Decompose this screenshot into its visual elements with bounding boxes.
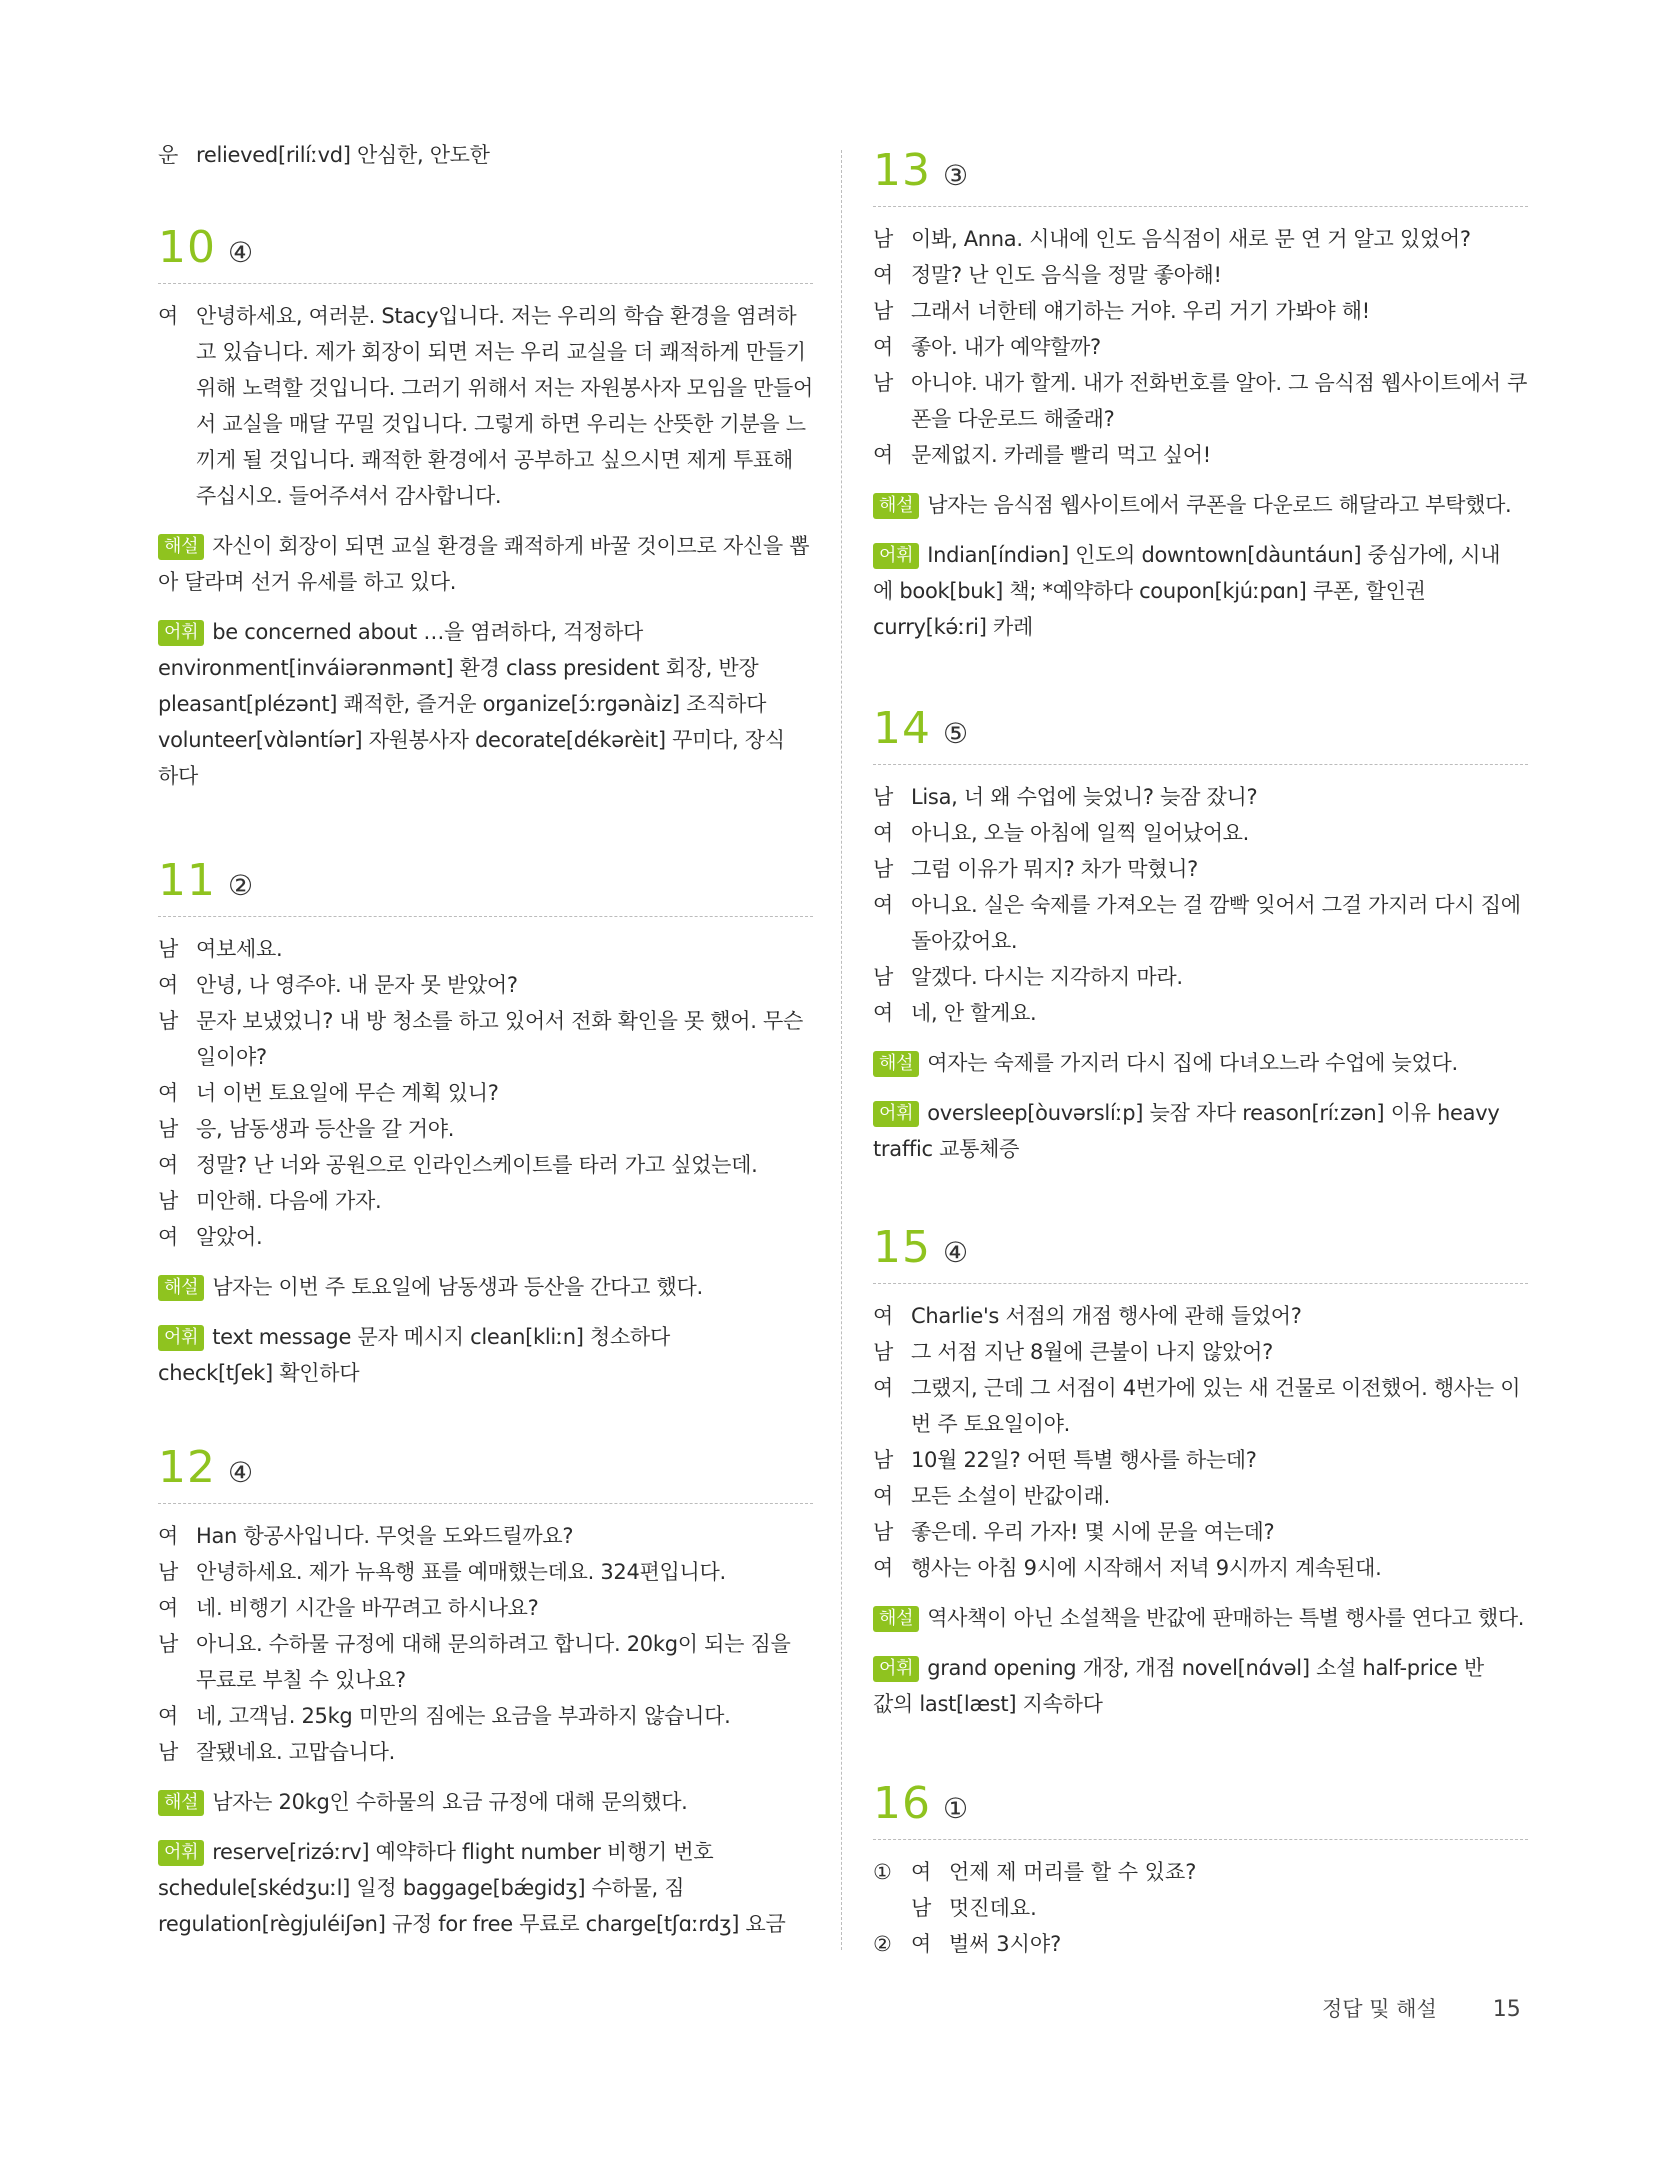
dialog-text: 일이야?	[196, 1045, 267, 1069]
speaker-label: 남	[158, 1740, 178, 1764]
explanation-badge: 해설	[158, 1790, 204, 1816]
vocabulary-text: traffic 교통체증	[873, 1137, 1020, 1161]
speaker-label: 여	[873, 1556, 893, 1580]
speaker-label: 여	[873, 335, 893, 359]
explanation-text: 남자는 음식점 웹사이트에서 쿠폰을 다운로드 해달라고 부탁했다.	[927, 493, 1512, 517]
vocabulary-text: oversleep[òuvərslíːp] 늦잠 자다 reason[ríːzən] 이유 heavy	[927, 1101, 1500, 1125]
dialog-text: 정말? 난 인도 음식을 정말 좋아해!	[911, 263, 1222, 287]
explanation-badge: 해설	[158, 534, 204, 560]
dialog-text: 이봐, Anna. 시내에 인도 음식점이 새로 문 연 거 알고 있었어?	[911, 227, 1471, 251]
speaker-label: 여	[873, 1001, 893, 1025]
explanation	[873, 1600, 1528, 1636]
dialog-text: 벌써 3시야?	[949, 1932, 1062, 1956]
speaker-label: 여	[158, 1225, 178, 1249]
dialog-text: 너 이번 토요일에 무슨 계획 있니?	[196, 1081, 499, 1105]
vocabulary-text: curry[kə́ːri] 카레	[873, 615, 1033, 639]
answer-mark: ②	[228, 869, 254, 902]
speaker-label: 남	[873, 785, 893, 809]
vocabulary	[873, 1095, 1528, 1167]
vocabulary-text: reserve[rizə́ːrv] 예약하다 flight number 비행기 번호	[212, 1840, 714, 1864]
answer-mark: ④	[228, 1456, 254, 1489]
dialog-block	[158, 1518, 813, 1770]
question-number: 13	[873, 145, 931, 196]
speaker-label: 남	[158, 1632, 178, 1656]
question-14	[873, 703, 1528, 1167]
dialog-text: 언제 제 머리를 할 수 있죠?	[949, 1860, 1197, 1884]
vocabulary-badge: 어휘	[873, 543, 919, 569]
speaker-label: 남	[873, 1520, 893, 1544]
dialog-text: 미안해. 다음에 가자.	[196, 1189, 382, 1213]
dialog-text: 응, 남동생과 등산을 갈 거야.	[196, 1117, 455, 1141]
question-13	[873, 145, 1528, 645]
speaker-label: 여	[158, 1704, 178, 1728]
speaker-label: 남	[873, 227, 893, 251]
speaker-label: 여	[873, 443, 893, 467]
choice-number: ①	[873, 1860, 892, 1884]
question-11	[158, 855, 813, 1391]
dialog-text: 잘됐네요. 고맙습니다.	[196, 1740, 395, 1764]
answer-mark: ④	[228, 236, 254, 269]
vocabulary-text: 하다	[158, 764, 198, 788]
explanation-text: 남자는 이번 주 토요일에 남동생과 등산을 간다고 했다.	[212, 1275, 703, 1299]
vocabulary	[873, 1650, 1528, 1722]
dialog-block	[158, 931, 813, 1255]
dialog-text: 그랬지, 근데 그 서점이 4번가에 있는 새 건물로 이전했어. 행사는 이	[911, 1376, 1521, 1400]
vocabulary-text: 값의 last[læst] 지속하다	[873, 1692, 1103, 1716]
question-number: 14	[873, 703, 931, 754]
vocabulary-badge: 어휘	[873, 1656, 919, 1682]
choice-line	[873, 1926, 1528, 1962]
vocabulary-text: regulation[règjuléiʃən] 규정 for free 무료로 charge[tʃɑːrdʒ] 요금	[158, 1912, 786, 1936]
dialog-text: 그럼 이유가 뭐지? 차가 막혔니?	[911, 857, 1199, 881]
dialog-text: 위해 노력할 것입니다. 그러기 위해서 저는 자원봉사자 모임을 만들어	[196, 376, 813, 400]
speaker-label: 남	[873, 299, 893, 323]
choice-line	[873, 1854, 1528, 1890]
dialog-text: 주십시오. 들어주셔서 감사합니다.	[196, 484, 502, 508]
dialog-text: 아니요. 수하물 규정에 대해 문의하려고 합니다. 20kg이 되는 짐을	[196, 1632, 791, 1656]
dialog-text: 무료로 부칠 수 있나요?	[196, 1668, 406, 1692]
vocabulary-text: Indian[índiən] 인도의 downtown[dàuntáun] 중심가에, 시내	[927, 543, 1501, 567]
dialog-text: 서 교실을 매달 꾸밀 것입니다. 그렇게 하면 우리는 산뜻한 기분을 느	[196, 412, 806, 436]
speaker-label: 남	[158, 1117, 178, 1141]
speaker-label: 여	[873, 893, 893, 917]
vocabulary-text: schedule[skédʒuːl] 일정 baggage[bǽgidʒ] 수하물, 짐	[158, 1876, 685, 1900]
vocabulary-badge: 어휘	[158, 620, 204, 646]
dialog-text: Han 항공사입니다. 무엇을 도와드릴까요?	[196, 1524, 574, 1548]
dialog-text: 알았어.	[196, 1225, 263, 1249]
question-number: 16	[873, 1778, 931, 1829]
question-number: 11	[158, 855, 216, 906]
speaker-label: 남	[873, 857, 893, 881]
dialog-text: 안녕하세요, 여러분. Stacy입니다. 저는 우리의 학습 환경을 염려하	[196, 304, 797, 328]
choice-line	[873, 1890, 1528, 1926]
dialog-text: 아니요, 오늘 아침에 일찍 일어났어요.	[911, 821, 1250, 845]
explanation	[873, 1045, 1528, 1081]
question-header	[158, 1442, 813, 1504]
answer-mark: ③	[943, 159, 969, 192]
vocabulary-text: pleasant[plézənt] 쾌적한, 즐거운 organize[ɔ́ːrgənàiz] 조직하다	[158, 692, 767, 716]
choice-number: ②	[873, 1932, 892, 1956]
speaker-label: 여	[873, 821, 893, 845]
question-15	[873, 1222, 1528, 1722]
question-12	[158, 1442, 813, 1942]
speaker-label: 여	[873, 1304, 893, 1328]
vocabulary	[158, 614, 813, 794]
speaker-label: 여	[911, 1860, 932, 1884]
dialog-text: 고 있습니다. 제가 회장이 되면 저는 우리 교실을 더 쾌적하게 만들기	[196, 340, 806, 364]
speaker-label: 여	[158, 1153, 178, 1177]
speaker-label: 여	[158, 1081, 178, 1105]
question-16	[873, 1778, 1528, 1962]
dialog-block	[873, 1298, 1528, 1586]
dialog-text: 10월 22일? 어떤 특별 행사를 하는데?	[911, 1448, 1257, 1472]
speaker-label: 남	[158, 1560, 178, 1584]
column-divider	[841, 150, 842, 1950]
vocabulary-text: text message 문자 메시지 clean[kliːn] 청소하다	[212, 1325, 670, 1349]
speaker-label: 여	[873, 1376, 893, 1400]
explanation-badge: 해설	[158, 1275, 204, 1301]
vocabulary-text: check[tʃek] 확인하다	[158, 1361, 360, 1385]
answer-mark: ①	[943, 1792, 969, 1825]
dialog-text: Lisa, 너 왜 수업에 늦었니? 늦잠 잤니?	[911, 785, 1258, 809]
dialog-text: 폰을 다운로드 해줄래?	[911, 407, 1115, 431]
question-header	[873, 1222, 1528, 1284]
dialog-text: 그 서점 지난 8월에 큰불이 나지 않았어?	[911, 1340, 1273, 1364]
speaker-label: 남	[158, 1009, 178, 1033]
vocabulary-text: environment[inváiərənmənt] 환경 class president 회장, 반장	[158, 656, 759, 680]
explanation-text: 남자는 20kg인 수하물의 요금 규정에 대해 문의했다.	[212, 1790, 688, 1814]
page-number: 15	[1492, 1997, 1521, 2022]
speaker-label: 여	[873, 1484, 893, 1508]
question-number: 15	[873, 1222, 931, 1273]
dialog-text: 행사는 아침 9시에 시작해서 저녁 9시까지 계속된대.	[911, 1556, 1382, 1580]
explanation-text: 역사책이 아닌 소설책을 반값에 판매하는 특별 행사를 연다고 했다.	[927, 1606, 1525, 1630]
speaker-label: 남	[873, 965, 893, 989]
question-header	[158, 855, 813, 917]
dialog-block	[158, 298, 813, 514]
dialog-block	[873, 221, 1528, 473]
explanation	[158, 1269, 813, 1305]
vocabulary	[158, 1319, 813, 1391]
speaker-label: 운	[158, 143, 178, 167]
speaker-label: 여	[911, 1932, 932, 1956]
vocabulary-badge: 어휘	[158, 1325, 204, 1351]
speaker-label: 남	[873, 1448, 893, 1472]
dialog-text: 멋진데요.	[949, 1896, 1037, 1920]
explanation-text: 자신이 회장이 되면 교실 환경을 쾌적하게 바꿀 것이므로 자신을 뽑	[212, 534, 810, 558]
page-footer	[1322, 1993, 1521, 2023]
speaker-label: 여	[158, 1524, 178, 1548]
speaker-label: 남	[158, 937, 178, 961]
dialog-text: 좋아. 내가 예약할까?	[911, 335, 1101, 359]
vocabulary-badge: 어휘	[873, 1101, 919, 1127]
question-header	[873, 1778, 1528, 1840]
speaker-label: 여	[158, 1596, 178, 1620]
top-line	[158, 137, 813, 173]
speaker-label: 남	[873, 1340, 893, 1364]
answer-mark: ⑤	[943, 717, 969, 750]
dialog-text: 안녕, 나 영주야. 내 문자 못 받았어?	[196, 973, 518, 997]
dialog-text: 정말? 난 너와 공원으로 인라인스케이트를 타러 가고 싶었는데.	[196, 1153, 758, 1177]
explanation	[873, 487, 1528, 523]
speaker-label: 여	[158, 304, 178, 328]
question-header	[158, 222, 813, 284]
explanation-badge: 해설	[873, 493, 919, 519]
vocabulary	[873, 537, 1528, 645]
dialog-text: 아니요. 실은 숙제를 가져오는 걸 깜빡 잊어서 그걸 가지러 다시 집에	[911, 893, 1521, 917]
dialog-text: 문자 보냈었니? 내 방 청소를 하고 있어서 전화 확인을 못 했어. 무슨	[196, 1009, 803, 1033]
dialog-text: 네. 비행기 시간을 바꾸려고 하시나요?	[196, 1596, 539, 1620]
question-10	[158, 222, 813, 794]
choice-block	[873, 1854, 1528, 1962]
dialog-text: 네, 고객님. 25kg 미만의 짐에는 요금을 부과하지 않습니다.	[196, 1704, 731, 1728]
question-header	[873, 145, 1528, 207]
question-number: 12	[158, 1442, 216, 1493]
dialog-text: 네, 안 할게요.	[911, 1001, 1037, 1025]
question-header	[873, 703, 1528, 765]
speaker-label: 남	[158, 1189, 178, 1213]
dialog-text: 좋은데. 우리 가자! 몇 시에 문을 여는데?	[911, 1520, 1275, 1544]
dialog-text: 돌아갔어요.	[911, 929, 1018, 953]
vocab-text: relieved[rilíːvd] 안심한, 안도한	[196, 143, 490, 167]
dialog-text: 안녕하세요. 제가 뉴욕행 표를 예매했는데요. 324편입니다.	[196, 1560, 726, 1584]
dialog-text: 그래서 너한테 얘기하는 거야. 우리 거기 가봐야 해!	[911, 299, 1370, 323]
explanation	[158, 528, 813, 600]
dialog-block	[873, 779, 1528, 1031]
dialog-text: 모든 소설이 반값이래.	[911, 1484, 1110, 1508]
vocabulary-text: be concerned about …을 염려하다, 걱정하다	[212, 620, 644, 644]
dialog-text: 끼게 될 것입니다. 쾌적한 환경에서 공부하고 싶으시면 제게 투표해	[196, 448, 793, 472]
vocabulary-badge: 어휘	[158, 1840, 204, 1866]
vocabulary-text: grand opening 개장, 개점 novel[nɑ́vəl] 소설 half-price 반	[927, 1656, 1484, 1680]
explanation-badge: 해설	[873, 1606, 919, 1632]
dialog-text: 여보세요.	[196, 937, 283, 961]
dialog-text: 아니야. 내가 할게. 내가 전화번호를 알아. 그 음식점 웹사이트에서 쿠	[911, 371, 1528, 395]
vocabulary-text: volunteer[vɑ̀ləntíər] 자원봉사자 decorate[dékərèit] 꾸미다, 장식	[158, 728, 785, 752]
explanation-badge: 해설	[873, 1051, 919, 1077]
answer-mark: ④	[943, 1236, 969, 1269]
explanation-text: 여자는 숙제를 가지러 다시 집에 다녀오느라 수업에 늦었다.	[927, 1051, 1458, 1075]
explanation	[158, 1784, 813, 1820]
dialog-text: 번 주 토요일이야.	[911, 1412, 1071, 1436]
vocabulary-text: 에 book[buk] 책; *예약하다 coupon[kjúːpɑn] 쿠폰, 할인권	[873, 579, 1426, 603]
section-title: 정답 및 해설	[1322, 1997, 1437, 2021]
vocabulary	[158, 1834, 813, 1942]
speaker-label: 남	[873, 371, 893, 395]
dialog-text: Charlie's 서점의 개점 행사에 관해 들었어?	[911, 1304, 1302, 1328]
speaker-label: 여	[873, 263, 893, 287]
explanation-text: 아 달라며 선거 유세를 하고 있다.	[158, 570, 457, 594]
dialog-text: 문제없지. 카레를 빨리 먹고 싶어!	[911, 443, 1211, 467]
speaker-label: 여	[158, 973, 178, 997]
speaker-label: 남	[911, 1896, 932, 1920]
dialog-text: 알겠다. 다시는 지각하지 마라.	[911, 965, 1183, 989]
question-number: 10	[158, 222, 216, 273]
